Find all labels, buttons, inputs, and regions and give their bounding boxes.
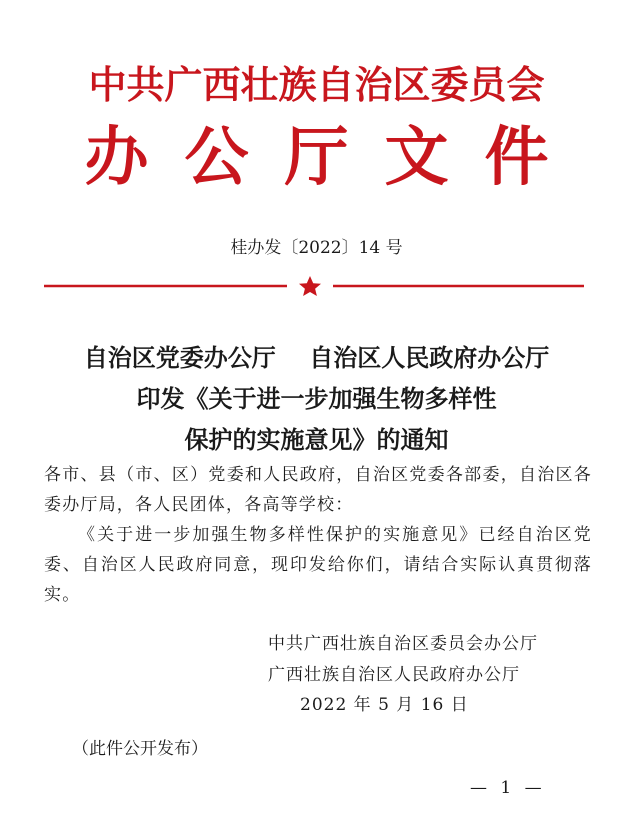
issue-date: 2022 年 5 月 16 日 (300, 695, 469, 715)
red-divider-with-star (44, 276, 584, 296)
notice-body (44, 460, 592, 610)
document-number: 桂办发〔2022〕14 号 (230, 238, 403, 258)
issuer-title: 中共广西壮族自治区委员会 (88, 62, 545, 107)
page-number: — 1 — (470, 778, 546, 798)
notice-title (0, 338, 633, 461)
title-line-1: 自治区党委办公厅 自治区人民政府办公厅 (83, 344, 550, 372)
title-line-2: 印发《关于进一步加强生物多样性 (136, 385, 497, 413)
signer-party-office: 中共广西壮族自治区委员会办公厅 (268, 634, 538, 654)
star-icon (299, 276, 321, 296)
body-paragraph: 《关于进一步加强生物多样性保护的实施意见》已经自治区党委、自治区人民政府同意，现印发给你们，请结合实际认真贯彻落实。 (44, 525, 592, 605)
public-release-note: （此件公开发布） (72, 739, 208, 759)
title-line-3: 保护的实施意见》的通知 (184, 426, 449, 454)
addressees: 各市、县（市、区）党委和人民政府，自治区党委各部委，自治区各委办厅局，各人民团体，各高等学校： (44, 465, 592, 515)
signer-government-office: 广西壮族自治区人民政府办公厅 (268, 665, 520, 685)
document-type-title: 办公厅文件 (84, 120, 585, 195)
